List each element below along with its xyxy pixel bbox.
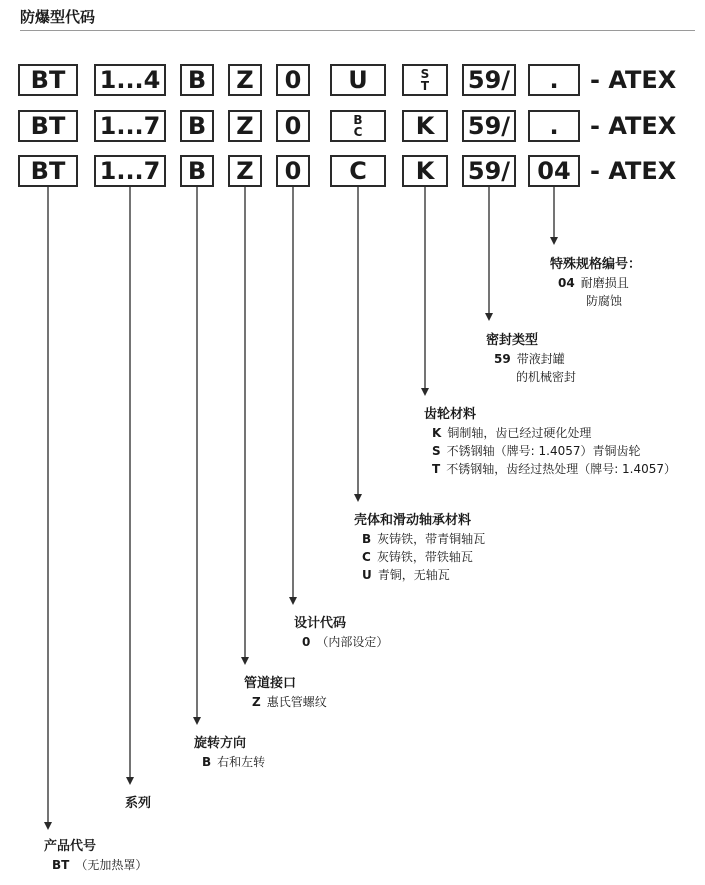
code-box: 0 xyxy=(276,64,310,96)
legend-entry xyxy=(354,566,485,584)
legend-description: 不锈钢轴，齿经过热处理（牌号: 1.4057） xyxy=(446,462,677,476)
legend-code: 04 xyxy=(558,276,575,290)
legend-block xyxy=(125,795,151,813)
code-box: BT xyxy=(18,110,78,142)
legend-title: 特殊规格编号： xyxy=(550,257,642,272)
legend-entry xyxy=(486,350,576,368)
legend-code: 59 xyxy=(494,352,511,366)
legend-code: C xyxy=(362,550,371,564)
legend-description: 右和左转 xyxy=(217,755,266,769)
code-box: 59/ xyxy=(462,110,516,142)
code-box: Z xyxy=(228,110,262,142)
code-box: K xyxy=(402,110,448,142)
arrowhead-icon xyxy=(485,313,493,321)
legend-description: 带液封罐 xyxy=(516,352,565,366)
legend-description: （内部设定） xyxy=(316,635,389,649)
legend-block xyxy=(354,512,485,584)
code-box: K xyxy=(402,155,448,187)
code-box: 1...7 xyxy=(94,155,166,187)
atex-suffix: - ATEX xyxy=(590,157,677,185)
legend-title: 设计代码 xyxy=(294,616,347,631)
code-box: 04 xyxy=(528,155,580,187)
legend-description: 不锈钢轴（牌号: 1.4057）青铜齿轮 xyxy=(446,444,641,458)
code-box: U xyxy=(330,64,386,96)
code-box: Z xyxy=(228,64,262,96)
arrowhead-icon xyxy=(44,822,52,830)
legend-entry xyxy=(354,530,485,548)
code-box: B xyxy=(180,110,214,142)
legend-entry xyxy=(424,424,676,442)
legend-title: 系列 xyxy=(125,796,152,811)
code-box: B xyxy=(180,155,214,187)
legend-description: 耐磨损且 xyxy=(580,276,629,290)
legend-code: S xyxy=(432,444,441,458)
code-box-stacked-letter: T xyxy=(420,79,430,93)
legend-block xyxy=(244,675,327,711)
code-box: . xyxy=(528,110,580,142)
arrowhead-icon xyxy=(421,388,429,396)
legend-code: Z xyxy=(252,695,261,709)
code-box: Z xyxy=(228,155,262,187)
atex-suffix: - ATEX xyxy=(590,112,677,140)
arrowhead-icon xyxy=(126,777,134,785)
legend-block xyxy=(550,256,641,310)
legend-description: 防腐蚀 xyxy=(586,294,623,308)
legend-description: 青铜，无轴瓦 xyxy=(377,568,450,582)
legend-code: 0 xyxy=(302,635,311,649)
legend-description: 灰铸铁，带铁轴瓦 xyxy=(376,550,473,564)
code-box-stacked-letter: C xyxy=(353,125,363,139)
legend-entry xyxy=(244,693,327,711)
code-box: 59/ xyxy=(462,64,516,96)
arrowhead-icon xyxy=(289,597,297,605)
legend-title: 壳体和滑动轴承材料 xyxy=(354,513,472,528)
code-box: 0 xyxy=(276,155,310,187)
legend-entry xyxy=(550,292,641,310)
legend-entry xyxy=(486,368,576,386)
legend-entry xyxy=(424,460,676,478)
legend-entry xyxy=(354,548,485,566)
legend-entry xyxy=(550,274,641,292)
code-box-stacked-letter: S xyxy=(420,67,430,81)
legend-entry xyxy=(194,753,265,771)
legend-code: T xyxy=(432,462,441,476)
legend-description: 惠氏管螺纹 xyxy=(266,695,327,709)
legend-entry xyxy=(44,856,147,874)
code-box: 0 xyxy=(276,110,310,142)
code-box: BT xyxy=(18,155,78,187)
legend-code: B xyxy=(362,532,372,546)
legend-code: U xyxy=(362,568,372,582)
code-box: . xyxy=(528,64,580,96)
atex-suffix: - ATEX xyxy=(590,66,677,94)
code-box: C xyxy=(330,155,386,187)
legend-description: 的机械密封 xyxy=(516,370,577,384)
legend-block xyxy=(194,735,265,771)
legend-title: 管道接口 xyxy=(244,676,297,691)
page-title: 防爆型代码 xyxy=(20,8,96,26)
arrowhead-icon xyxy=(550,237,558,245)
legend-title: 产品代号 xyxy=(44,839,97,854)
code-box-stacked-letter: B xyxy=(353,113,363,127)
legend-title: 旋转方向 xyxy=(194,736,247,751)
arrowhead-icon xyxy=(241,657,249,665)
arrowhead-icon xyxy=(193,717,201,725)
legend-block xyxy=(294,615,388,651)
legend-description: 灰铸铁，带青铜轴瓦 xyxy=(377,532,486,546)
code-box: B xyxy=(180,64,214,96)
legend-code: K xyxy=(432,426,442,440)
legend-entry xyxy=(424,442,676,460)
legend-code: B xyxy=(202,755,212,769)
legend-block xyxy=(44,838,147,874)
legend-title: 密封类型 xyxy=(486,333,539,348)
legend-block xyxy=(424,406,676,478)
arrowhead-icon xyxy=(354,494,362,502)
code-box: 59/ xyxy=(462,155,516,187)
legend-entry xyxy=(294,633,388,651)
legend-title: 齿轮材料 xyxy=(424,407,477,422)
legend-description: 铜制轴，齿已经过硬化处理 xyxy=(447,426,592,440)
code-box: 1...4 xyxy=(94,64,166,96)
code-box: BT xyxy=(18,64,78,96)
legend-description: （无加热罩） xyxy=(75,858,148,872)
legend-code: BT xyxy=(52,858,70,872)
legend-block xyxy=(486,332,576,386)
code-box: 1...7 xyxy=(94,110,166,142)
